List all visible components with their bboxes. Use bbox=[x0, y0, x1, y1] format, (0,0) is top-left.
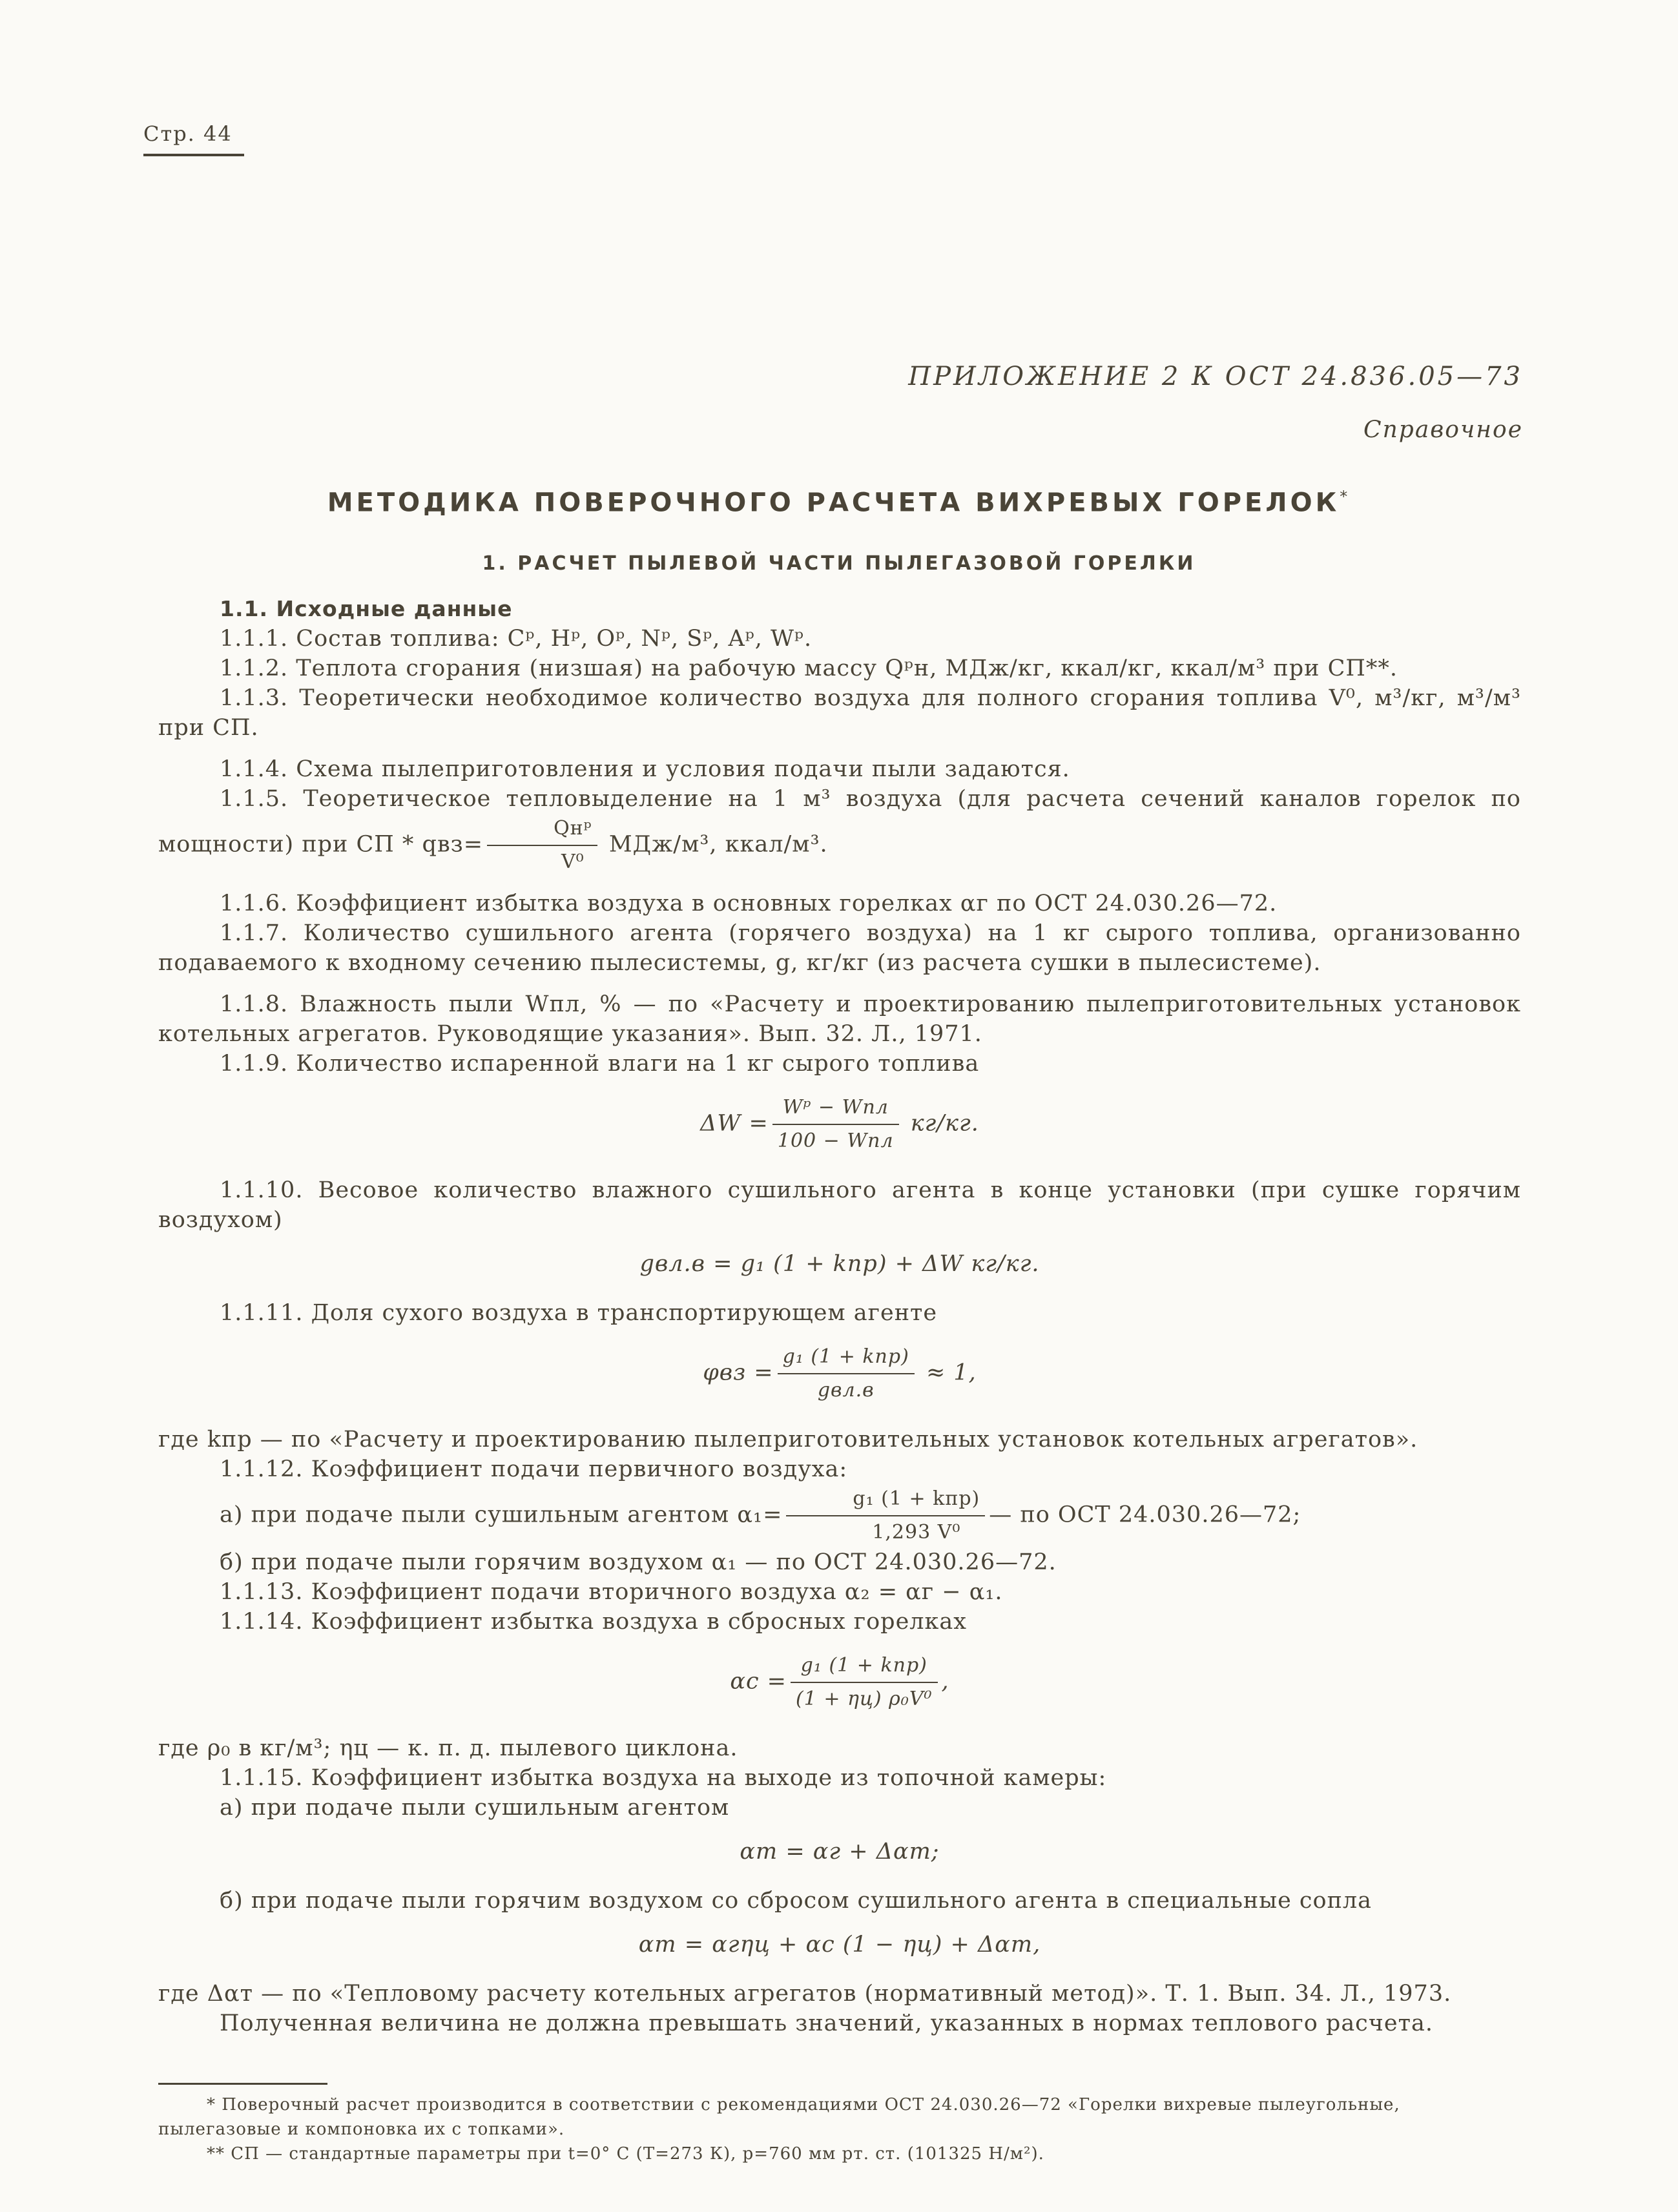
formula-phi-vz-lhs: φвз = bbox=[703, 1359, 774, 1386]
formula-alpha-c-denominator: (1 + ηц) ρ₀V⁰ bbox=[796, 1688, 933, 1710]
paragraph-where-delta-alpha: где Δαт — по «Тепловому расчету котельных агрегатов (нормативный метод)». Т. 1. Вып. 34. Л., 1973. bbox=[158, 1981, 1452, 2007]
paragraph-where-rho: где ρ₀ в кг/м³; ηц — к. п. д. пылевого циклона. bbox=[158, 1735, 738, 1761]
appendix-heading: ПРИЛОЖЕНИЕ 2 К ОСТ 24.836.05—73 bbox=[908, 362, 1523, 391]
paragraph-1-1-14: 1.1.14. Коэффициент избытка воздуха в сбросных горелках bbox=[220, 1609, 968, 1635]
paragraph-1-1-13: 1.1.13. Коэффициент подачи вторичного воздуха α₂ = αг − α₁. bbox=[220, 1579, 1003, 1605]
title-footnote-mark: * bbox=[1340, 488, 1351, 506]
alpha1-fraction bbox=[786, 1484, 985, 1547]
subheading bbox=[158, 594, 1521, 624]
paragraph-1-1-6: 1.1.6. Коэффициент избытка воздуха в основных горелках αг по ОСТ 24.030.26—72. bbox=[220, 891, 1278, 916]
paragraph-1-1-15: 1.1.15. Коэффициент избытка воздуха на выходе из топочной камеры: bbox=[220, 1765, 1107, 1791]
p12a-ref: — по ОСТ 24.030.26—72; bbox=[989, 1502, 1301, 1528]
footnotes bbox=[158, 2093, 1521, 2166]
formula-phi-vz bbox=[158, 1342, 1521, 1405]
formula-delta-w-denominator: 100 − Wпл bbox=[777, 1130, 894, 1152]
formula-alpha-c-fraction bbox=[791, 1651, 938, 1714]
footnote-rule bbox=[158, 2083, 327, 2085]
paragraph-1-1-15-a: а) при подаче пыли сушильным агентом bbox=[220, 1795, 730, 1821]
paragraph-1-1-5 bbox=[158, 784, 1521, 877]
subheading-text: 1.1. Исходные данные bbox=[220, 596, 513, 621]
footnote-2: ** СП — стандартные параметры при t=0° С (T=273 К), p=760 мм рт. ст. (101325 Н/м²). bbox=[207, 2144, 1044, 2164]
paragraph-1-1-7: 1.1.7. Количество сушильного агента (горячего воздуха) на 1 кг сырого топлива, организованно подаваемого к входному сечению пылесистемы, g, кг/кг (из расчета сушки в пылесистеме). bbox=[158, 920, 1521, 976]
formula-alpha-t-1: αт = αг + Δαт; bbox=[740, 1839, 940, 1865]
paragraph-1-1-3: 1.1.3. Теоретически необходимое количество воздуха для полного сгорания топлива V⁰, м³/кг, м³/м³ при СП. bbox=[158, 685, 1521, 741]
paragraph-1-1-15-b: б) при подаче пыли горячим воздухом со сбросом сушильного агента в специальные сопла bbox=[220, 1888, 1372, 1914]
formula-g-vlv: gвл.в = g₁ (1 + kпр) + ΔW кг/кг. bbox=[639, 1251, 1040, 1277]
p5-text: 1.1.5. Теоретическое тепловыделение на 1 м³ воздуха (для расчета сечений каналов горелок по мощности) при СП * qвз= bbox=[158, 786, 1521, 858]
formula-delta-w-lhs: ΔW = bbox=[700, 1110, 769, 1137]
paragraph-1-1-2: 1.1.2. Теплота сгорания (низшая) на рабочую массу Qᵖн, МДж/кг, ккал/кг, ккал/м³ при СП**. bbox=[220, 656, 1398, 681]
formula-alpha-c-numerator: g₁ (1 + kпр) bbox=[791, 1651, 938, 1683]
heat-fraction bbox=[487, 814, 597, 877]
document-body bbox=[158, 594, 1521, 2038]
paragraph-closing: Полученная величина не должна превышать значений, указанных в нормах теплового расчета. bbox=[220, 2010, 1433, 2036]
document-title bbox=[0, 488, 1678, 517]
alpha1-numerator: g₁ (1 + kпр) bbox=[786, 1484, 985, 1516]
alpha1-denominator: 1,293 V⁰ bbox=[872, 1521, 961, 1544]
p5-units: МДж/м³, ккал/м³. bbox=[608, 831, 828, 858]
paragraph-1-1-9: 1.1.9. Количество испаренной влаги на 1 кг сырого топлива bbox=[220, 1051, 980, 1077]
formula-alpha-c-lhs: αс = bbox=[730, 1668, 787, 1695]
paragraph-1-1-11: 1.1.11. Доля сухого воздуха в транспортирующем агенте bbox=[220, 1300, 938, 1326]
formula-delta-w-numerator: Wᵖ − Wпл bbox=[772, 1093, 899, 1125]
section-heading: 1. РАСЧЕТ ПЫЛЕВОЙ ЧАСТИ ПЫЛЕГАЗОВОЙ ГОРЕЛКИ bbox=[482, 552, 1196, 575]
paragraph-where-kpr: где kпр — по «Расчету и проектированию пылеприготовительных установок котельных агрегатов». bbox=[158, 1427, 1418, 1452]
paragraph-1-1-1: 1.1.1. Состав топлива: Cᵖ, Hᵖ, Oᵖ, Nᵖ, Sᵖ, Aᵖ, Wᵖ. bbox=[220, 626, 813, 652]
page-number-rule bbox=[143, 154, 244, 156]
formula-delta-w-units: кг/кг. bbox=[910, 1110, 979, 1137]
paragraph-1-1-12: 1.1.12. Коэффициент подачи первичного воздуха: bbox=[220, 1456, 848, 1482]
formula-alpha-c bbox=[158, 1651, 1521, 1714]
formula-alpha-t-2: αт = αгηц + αс (1 − ηц) + Δαт, bbox=[638, 1932, 1041, 1958]
footnote-1: * Поверочный расчет производится в соответствии с рекомендациями ОСТ 24.030.26—72 «Горелки вихревые пылеугольные, пылегазовые и компоновка их с топками». bbox=[158, 2095, 1400, 2139]
formula-phi-vz-rhs: ≈ 1, bbox=[926, 1359, 977, 1386]
reference-label: Справочное bbox=[1363, 417, 1523, 443]
page-number: Стр. 44 bbox=[143, 121, 233, 146]
heat-fraction-denominator: V⁰ bbox=[561, 851, 585, 873]
title-text: МЕТОДИКА ПОВЕРОЧНОГО РАСЧЕТА ВИХРЕВЫХ ГОРЕЛОК bbox=[327, 488, 1340, 518]
formula-delta-w-fraction bbox=[772, 1093, 899, 1156]
paragraph-1-1-12-b: б) при подаче пыли горячим воздухом α₁ — по ОСТ 24.030.26—72. bbox=[220, 1549, 1057, 1575]
paragraph-1-1-12-a bbox=[158, 1484, 1521, 1547]
p12a-text: а) при подаче пыли сушильным агентом α₁= bbox=[220, 1502, 783, 1528]
formula-delta-w bbox=[158, 1093, 1521, 1156]
paragraph-1-1-10: 1.1.10. Весовое количество влажного сушильного агента в конце установки (при сушке горячим воздухом) bbox=[158, 1177, 1521, 1233]
paragraph-1-1-8: 1.1.8. Влажность пыли Wпл, % — по «Расчету и проектированию пылеприготовительных установок котельных агрегатов. Руководящие указания». Вып. 32. Л., 1971. bbox=[158, 991, 1521, 1047]
formula-phi-vz-numerator: g₁ (1 + kпр) bbox=[778, 1342, 915, 1374]
formula-alpha-c-rhs: , bbox=[941, 1668, 949, 1695]
formula-phi-vz-fraction bbox=[778, 1342, 915, 1405]
heat-fraction-numerator: Qнᵖ bbox=[487, 814, 597, 846]
formula-phi-vz-denominator: gвл.в bbox=[817, 1379, 875, 1401]
paragraph-1-1-4: 1.1.4. Схема пылеприготовления и условия подачи пыли задаются. bbox=[220, 756, 1070, 782]
